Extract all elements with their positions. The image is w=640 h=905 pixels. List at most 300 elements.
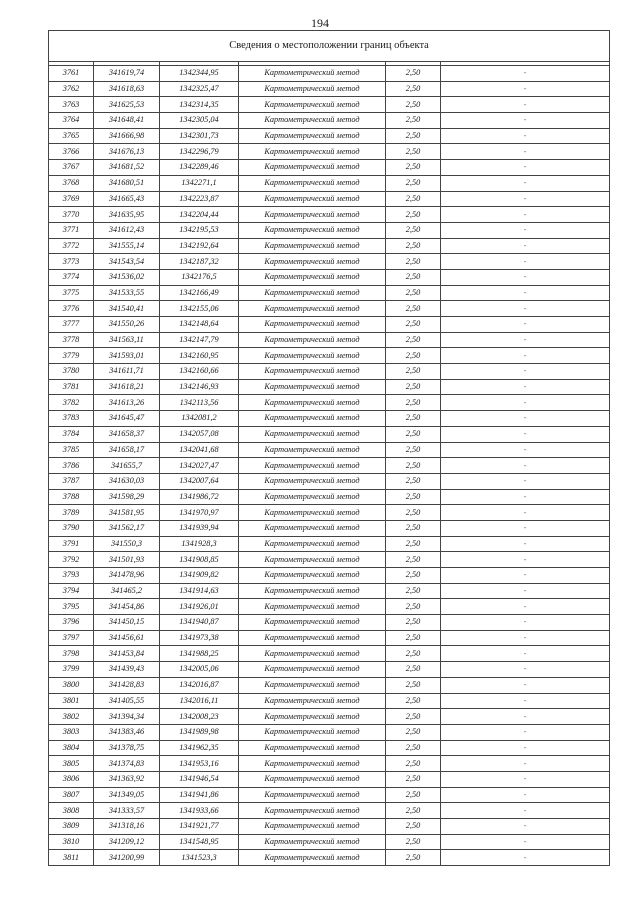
- method-cell: Картометрический метод: [239, 442, 386, 458]
- point-number-cell: 3769: [49, 191, 94, 207]
- accuracy-cell: 2,50: [386, 834, 441, 850]
- x-coordinate-cell: 341501,93: [94, 552, 160, 568]
- y-coordinate-cell: 1342314,35: [160, 97, 239, 113]
- accuracy-cell: 2,50: [386, 646, 441, 662]
- description-cell: -: [441, 113, 610, 129]
- description-cell: -: [441, 317, 610, 333]
- y-coordinate-cell: 1342160,66: [160, 364, 239, 380]
- y-coordinate-cell: 1341973,38: [160, 630, 239, 646]
- x-coordinate-cell: 341598,29: [94, 489, 160, 505]
- point-number-cell: 3771: [49, 222, 94, 238]
- x-coordinate-cell: 341478,96: [94, 568, 160, 584]
- accuracy-cell: 2,50: [386, 395, 441, 411]
- table-row: [49, 317, 610, 333]
- point-number-cell: 3776: [49, 301, 94, 317]
- method-cell: Картометрический метод: [239, 662, 386, 678]
- accuracy-cell: 2,50: [386, 677, 441, 693]
- y-coordinate-cell: 1341986,72: [160, 489, 239, 505]
- description-cell: -: [441, 269, 610, 285]
- method-cell: Картометрический метод: [239, 677, 386, 693]
- x-coordinate-cell: 341465,2: [94, 583, 160, 599]
- point-number-cell: 3782: [49, 395, 94, 411]
- x-coordinate-cell: 341533,55: [94, 285, 160, 301]
- table-row: [49, 97, 610, 113]
- method-cell: Картометрический метод: [239, 379, 386, 395]
- point-number-cell: 3788: [49, 489, 94, 505]
- table-row: [49, 207, 610, 223]
- accuracy-cell: 2,50: [386, 819, 441, 835]
- method-cell: Картометрический метод: [239, 97, 386, 113]
- point-number-cell: 3797: [49, 630, 94, 646]
- description-cell: -: [441, 834, 610, 850]
- description-cell: -: [441, 787, 610, 803]
- point-number-cell: 3800: [49, 677, 94, 693]
- table-row: [49, 113, 610, 129]
- point-number-cell: 3772: [49, 238, 94, 254]
- table-row: [49, 771, 610, 787]
- point-number-cell: 3765: [49, 128, 94, 144]
- accuracy-cell: 2,50: [386, 662, 441, 678]
- y-coordinate-cell: 1341988,25: [160, 646, 239, 662]
- table-row: [49, 379, 610, 395]
- method-cell: Картометрический метод: [239, 536, 386, 552]
- table-row: [49, 787, 610, 803]
- description-cell: -: [441, 646, 610, 662]
- table-row: [49, 803, 610, 819]
- y-coordinate-cell: 1342146,93: [160, 379, 239, 395]
- point-number-cell: 3806: [49, 771, 94, 787]
- x-coordinate-cell: 341648,41: [94, 113, 160, 129]
- point-number-cell: 3811: [49, 850, 94, 866]
- y-coordinate-cell: 1341908,85: [160, 552, 239, 568]
- point-number-cell: 3796: [49, 615, 94, 631]
- x-coordinate-cell: 341454,86: [94, 599, 160, 615]
- accuracy-cell: 2,50: [386, 583, 441, 599]
- x-coordinate-cell: 341453,84: [94, 646, 160, 662]
- description-cell: -: [441, 803, 610, 819]
- method-cell: Картометрический метод: [239, 630, 386, 646]
- description-cell: -: [441, 615, 610, 631]
- x-coordinate-cell: 341200,99: [94, 850, 160, 866]
- accuracy-cell: 2,50: [386, 489, 441, 505]
- table-row: [49, 395, 610, 411]
- description-cell: -: [441, 81, 610, 97]
- accuracy-cell: 2,50: [386, 473, 441, 489]
- method-cell: Картометрический метод: [239, 834, 386, 850]
- method-cell: Картометрический метод: [239, 332, 386, 348]
- point-number-cell: 3792: [49, 552, 94, 568]
- x-coordinate-cell: 341383,46: [94, 724, 160, 740]
- description-cell: -: [441, 568, 610, 584]
- x-coordinate-cell: 341209,12: [94, 834, 160, 850]
- point-number-cell: 3773: [49, 254, 94, 270]
- description-cell: -: [441, 458, 610, 474]
- method-cell: Картометрический метод: [239, 473, 386, 489]
- table-row: [49, 740, 610, 756]
- method-cell: Картометрический метод: [239, 160, 386, 176]
- description-cell: -: [441, 709, 610, 725]
- point-number-cell: 3804: [49, 740, 94, 756]
- accuracy-cell: 2,50: [386, 709, 441, 725]
- y-coordinate-cell: 1342176,5: [160, 269, 239, 285]
- table-row: [49, 630, 610, 646]
- y-coordinate-cell: 1341989,98: [160, 724, 239, 740]
- point-number-cell: 3780: [49, 364, 94, 380]
- table-row: [49, 850, 610, 866]
- y-coordinate-cell: 1341921,77: [160, 819, 239, 835]
- accuracy-cell: 2,50: [386, 191, 441, 207]
- table-row: [49, 175, 610, 191]
- table-row: [49, 458, 610, 474]
- method-cell: Картометрический метод: [239, 599, 386, 615]
- method-cell: Картометрический метод: [239, 128, 386, 144]
- method-cell: Картометрический метод: [239, 191, 386, 207]
- method-cell: Картометрический метод: [239, 505, 386, 521]
- method-cell: Картометрический метод: [239, 301, 386, 317]
- y-coordinate-cell: 1342195,53: [160, 222, 239, 238]
- method-cell: Картометрический метод: [239, 81, 386, 97]
- x-coordinate-cell: 341681,52: [94, 160, 160, 176]
- point-number-cell: 3770: [49, 207, 94, 223]
- accuracy-cell: 2,50: [386, 803, 441, 819]
- table-row: [49, 254, 610, 270]
- y-coordinate-cell: 1342192,64: [160, 238, 239, 254]
- accuracy-cell: 2,50: [386, 332, 441, 348]
- method-cell: Картометрический метод: [239, 771, 386, 787]
- y-coordinate-cell: 1342081,2: [160, 411, 239, 427]
- y-coordinate-cell: 1341926,01: [160, 599, 239, 615]
- method-cell: Картометрический метод: [239, 615, 386, 631]
- table-row: [49, 66, 610, 82]
- method-cell: Картометрический метод: [239, 175, 386, 191]
- description-cell: -: [441, 442, 610, 458]
- table-row: [49, 756, 610, 772]
- accuracy-cell: 2,50: [386, 426, 441, 442]
- accuracy-cell: 2,50: [386, 97, 441, 113]
- table-row: [49, 615, 610, 631]
- accuracy-cell: 2,50: [386, 787, 441, 803]
- x-coordinate-cell: 341363,92: [94, 771, 160, 787]
- y-coordinate-cell: 1342041,68: [160, 442, 239, 458]
- table-row: [49, 301, 610, 317]
- accuracy-cell: 2,50: [386, 552, 441, 568]
- accuracy-cell: 2,50: [386, 411, 441, 427]
- table-row: [49, 411, 610, 427]
- accuracy-cell: 2,50: [386, 113, 441, 129]
- table-row: [49, 662, 610, 678]
- point-number-cell: 3789: [49, 505, 94, 521]
- accuracy-cell: 2,50: [386, 520, 441, 536]
- x-coordinate-cell: 341611,71: [94, 364, 160, 380]
- accuracy-cell: 2,50: [386, 207, 441, 223]
- method-cell: Картометрический метод: [239, 285, 386, 301]
- table-row: [49, 583, 610, 599]
- table-row: [49, 473, 610, 489]
- point-number-cell: 3767: [49, 160, 94, 176]
- x-coordinate-cell: 341405,55: [94, 693, 160, 709]
- table-row: [49, 677, 610, 693]
- x-coordinate-cell: 341378,75: [94, 740, 160, 756]
- accuracy-cell: 2,50: [386, 269, 441, 285]
- point-number-cell: 3785: [49, 442, 94, 458]
- y-coordinate-cell: 1341523,3: [160, 850, 239, 866]
- point-number-cell: 3763: [49, 97, 94, 113]
- accuracy-cell: 2,50: [386, 66, 441, 82]
- point-number-cell: 3793: [49, 568, 94, 584]
- point-number-cell: 3774: [49, 269, 94, 285]
- point-number-cell: 3786: [49, 458, 94, 474]
- y-coordinate-cell: 1342008,23: [160, 709, 239, 725]
- x-coordinate-cell: 341658,17: [94, 442, 160, 458]
- description-cell: -: [441, 489, 610, 505]
- accuracy-cell: 2,50: [386, 144, 441, 160]
- table-row: [49, 724, 610, 740]
- method-cell: Картометрический метод: [239, 144, 386, 160]
- table-row: [49, 222, 610, 238]
- x-coordinate-cell: 341665,43: [94, 191, 160, 207]
- x-coordinate-cell: 341612,43: [94, 222, 160, 238]
- page-number: 194: [311, 16, 329, 30]
- x-coordinate-cell: 341625,53: [94, 97, 160, 113]
- y-coordinate-cell: 1342016,87: [160, 677, 239, 693]
- table-row: [49, 81, 610, 97]
- description-cell: -: [441, 426, 610, 442]
- point-number-cell: 3787: [49, 473, 94, 489]
- table-row: [49, 364, 610, 380]
- x-coordinate-cell: 341618,21: [94, 379, 160, 395]
- point-number-cell: 3779: [49, 348, 94, 364]
- accuracy-cell: 2,50: [386, 81, 441, 97]
- x-coordinate-cell: 341645,47: [94, 411, 160, 427]
- description-cell: -: [441, 473, 610, 489]
- x-coordinate-cell: 341439,43: [94, 662, 160, 678]
- description-cell: -: [441, 520, 610, 536]
- method-cell: Картометрический метод: [239, 317, 386, 333]
- x-coordinate-cell: 341635,95: [94, 207, 160, 223]
- y-coordinate-cell: 1342016,11: [160, 693, 239, 709]
- y-coordinate-cell: 1342113,56: [160, 395, 239, 411]
- boundary-coordinates-table: [48, 30, 610, 866]
- description-cell: -: [441, 160, 610, 176]
- accuracy-cell: 2,50: [386, 128, 441, 144]
- description-cell: -: [441, 756, 610, 772]
- y-coordinate-cell: 1341970,97: [160, 505, 239, 521]
- accuracy-cell: 2,50: [386, 317, 441, 333]
- x-coordinate-cell: 341666,98: [94, 128, 160, 144]
- point-number-cell: 3778: [49, 332, 94, 348]
- method-cell: Картометрический метод: [239, 269, 386, 285]
- method-cell: Картометрический метод: [239, 819, 386, 835]
- description-cell: -: [441, 850, 610, 866]
- method-cell: Картометрический метод: [239, 113, 386, 129]
- method-cell: Картометрический метод: [239, 724, 386, 740]
- x-coordinate-cell: 341394,34: [94, 709, 160, 725]
- accuracy-cell: 2,50: [386, 505, 441, 521]
- method-cell: Картометрический метод: [239, 552, 386, 568]
- accuracy-cell: 2,50: [386, 285, 441, 301]
- point-number-cell: 3790: [49, 520, 94, 536]
- x-coordinate-cell: 341318,16: [94, 819, 160, 835]
- accuracy-cell: 2,50: [386, 630, 441, 646]
- x-coordinate-cell: 341543,54: [94, 254, 160, 270]
- x-coordinate-cell: 341540,41: [94, 301, 160, 317]
- table-title: Сведения о местоположении границ объекта: [49, 31, 610, 62]
- description-cell: -: [441, 254, 610, 270]
- accuracy-cell: 2,50: [386, 740, 441, 756]
- y-coordinate-cell: 1341939,94: [160, 520, 239, 536]
- method-cell: Картометрический метод: [239, 520, 386, 536]
- description-cell: -: [441, 819, 610, 835]
- method-cell: Картометрический метод: [239, 207, 386, 223]
- x-coordinate-cell: 341456,61: [94, 630, 160, 646]
- method-cell: Картометрический метод: [239, 411, 386, 427]
- accuracy-cell: 2,50: [386, 442, 441, 458]
- description-cell: -: [441, 97, 610, 113]
- y-coordinate-cell: 1342166,49: [160, 285, 239, 301]
- x-coordinate-cell: 341593,01: [94, 348, 160, 364]
- description-cell: -: [441, 505, 610, 521]
- accuracy-cell: 2,50: [386, 175, 441, 191]
- accuracy-cell: 2,50: [386, 599, 441, 615]
- point-number-cell: 3781: [49, 379, 94, 395]
- x-coordinate-cell: 341676,13: [94, 144, 160, 160]
- x-coordinate-cell: 341563,11: [94, 332, 160, 348]
- point-number-cell: 3807: [49, 787, 94, 803]
- method-cell: Картометрический метод: [239, 348, 386, 364]
- x-coordinate-cell: 341374,83: [94, 756, 160, 772]
- description-cell: -: [441, 128, 610, 144]
- table-row: [49, 269, 610, 285]
- table-row: [49, 285, 610, 301]
- point-number-cell: 3795: [49, 599, 94, 615]
- y-coordinate-cell: 1342204,44: [160, 207, 239, 223]
- table-row: [49, 536, 610, 552]
- y-coordinate-cell: 1342305,04: [160, 113, 239, 129]
- x-coordinate-cell: 341333,57: [94, 803, 160, 819]
- x-coordinate-cell: 341562,17: [94, 520, 160, 536]
- point-number-cell: 3801: [49, 693, 94, 709]
- table-row: [49, 599, 610, 615]
- method-cell: Картометрический метод: [239, 254, 386, 270]
- table-row: [49, 646, 610, 662]
- point-number-cell: 3794: [49, 583, 94, 599]
- accuracy-cell: 2,50: [386, 850, 441, 866]
- y-coordinate-cell: 1342289,46: [160, 160, 239, 176]
- table-row: [49, 426, 610, 442]
- point-number-cell: 3791: [49, 536, 94, 552]
- description-cell: -: [441, 144, 610, 160]
- description-cell: -: [441, 677, 610, 693]
- table-row: [49, 834, 610, 850]
- description-cell: -: [441, 740, 610, 756]
- point-number-cell: 3798: [49, 646, 94, 662]
- accuracy-cell: 2,50: [386, 771, 441, 787]
- y-coordinate-cell: 1342187,32: [160, 254, 239, 270]
- point-number-cell: 3805: [49, 756, 94, 772]
- description-cell: -: [441, 348, 610, 364]
- accuracy-cell: 2,50: [386, 254, 441, 270]
- y-coordinate-cell: 1341909,82: [160, 568, 239, 584]
- accuracy-cell: 2,50: [386, 160, 441, 176]
- x-coordinate-cell: 341613,26: [94, 395, 160, 411]
- method-cell: Картометрический метод: [239, 489, 386, 505]
- table-row: [49, 332, 610, 348]
- x-coordinate-cell: 341450,15: [94, 615, 160, 631]
- table-body: [49, 31, 610, 866]
- method-cell: Картометрический метод: [239, 364, 386, 380]
- y-coordinate-cell: 1341548,95: [160, 834, 239, 850]
- y-coordinate-cell: 1342148,64: [160, 317, 239, 333]
- point-number-cell: 3768: [49, 175, 94, 191]
- method-cell: Картометрический метод: [239, 756, 386, 772]
- y-coordinate-cell: 1342155,06: [160, 301, 239, 317]
- x-coordinate-cell: 341536,02: [94, 269, 160, 285]
- point-number-cell: 3809: [49, 819, 94, 835]
- x-coordinate-cell: 341581,95: [94, 505, 160, 521]
- accuracy-cell: 2,50: [386, 458, 441, 474]
- accuracy-cell: 2,50: [386, 615, 441, 631]
- accuracy-cell: 2,50: [386, 301, 441, 317]
- accuracy-cell: 2,50: [386, 364, 441, 380]
- point-number-cell: 3777: [49, 317, 94, 333]
- method-cell: Картометрический метод: [239, 850, 386, 866]
- description-cell: -: [441, 536, 610, 552]
- y-coordinate-cell: 1341941,86: [160, 787, 239, 803]
- method-cell: Картометрический метод: [239, 426, 386, 442]
- description-cell: -: [441, 771, 610, 787]
- accuracy-cell: 2,50: [386, 536, 441, 552]
- accuracy-cell: 2,50: [386, 379, 441, 395]
- y-coordinate-cell: 1342160,95: [160, 348, 239, 364]
- x-coordinate-cell: 341550,26: [94, 317, 160, 333]
- y-coordinate-cell: 1341946,54: [160, 771, 239, 787]
- accuracy-cell: 2,50: [386, 693, 441, 709]
- description-cell: -: [441, 583, 610, 599]
- y-coordinate-cell: 1342301,73: [160, 128, 239, 144]
- x-coordinate-cell: 341655,7: [94, 458, 160, 474]
- point-number-cell: 3761: [49, 66, 94, 82]
- method-cell: Картометрический метод: [239, 568, 386, 584]
- table-row: [49, 348, 610, 364]
- accuracy-cell: 2,50: [386, 724, 441, 740]
- method-cell: Картометрический метод: [239, 646, 386, 662]
- description-cell: -: [441, 630, 610, 646]
- description-cell: -: [441, 693, 610, 709]
- point-number-cell: 3762: [49, 81, 94, 97]
- description-cell: -: [441, 662, 610, 678]
- y-coordinate-cell: 1342344,95: [160, 66, 239, 82]
- description-cell: -: [441, 191, 610, 207]
- description-cell: -: [441, 207, 610, 223]
- table-row: [49, 128, 610, 144]
- table-title-row: [49, 31, 610, 62]
- point-number-cell: 3783: [49, 411, 94, 427]
- method-cell: Картометрический метод: [239, 395, 386, 411]
- x-coordinate-cell: 341428,83: [94, 677, 160, 693]
- x-coordinate-cell: 341658,37: [94, 426, 160, 442]
- description-cell: -: [441, 724, 610, 740]
- y-coordinate-cell: 1342005,06: [160, 662, 239, 678]
- description-cell: -: [441, 599, 610, 615]
- description-cell: -: [441, 332, 610, 348]
- y-coordinate-cell: 1341962,35: [160, 740, 239, 756]
- method-cell: Картометрический метод: [239, 709, 386, 725]
- description-cell: -: [441, 66, 610, 82]
- method-cell: Картометрический метод: [239, 222, 386, 238]
- y-coordinate-cell: 1341933,66: [160, 803, 239, 819]
- table-row: [49, 238, 610, 254]
- table-row: [49, 160, 610, 176]
